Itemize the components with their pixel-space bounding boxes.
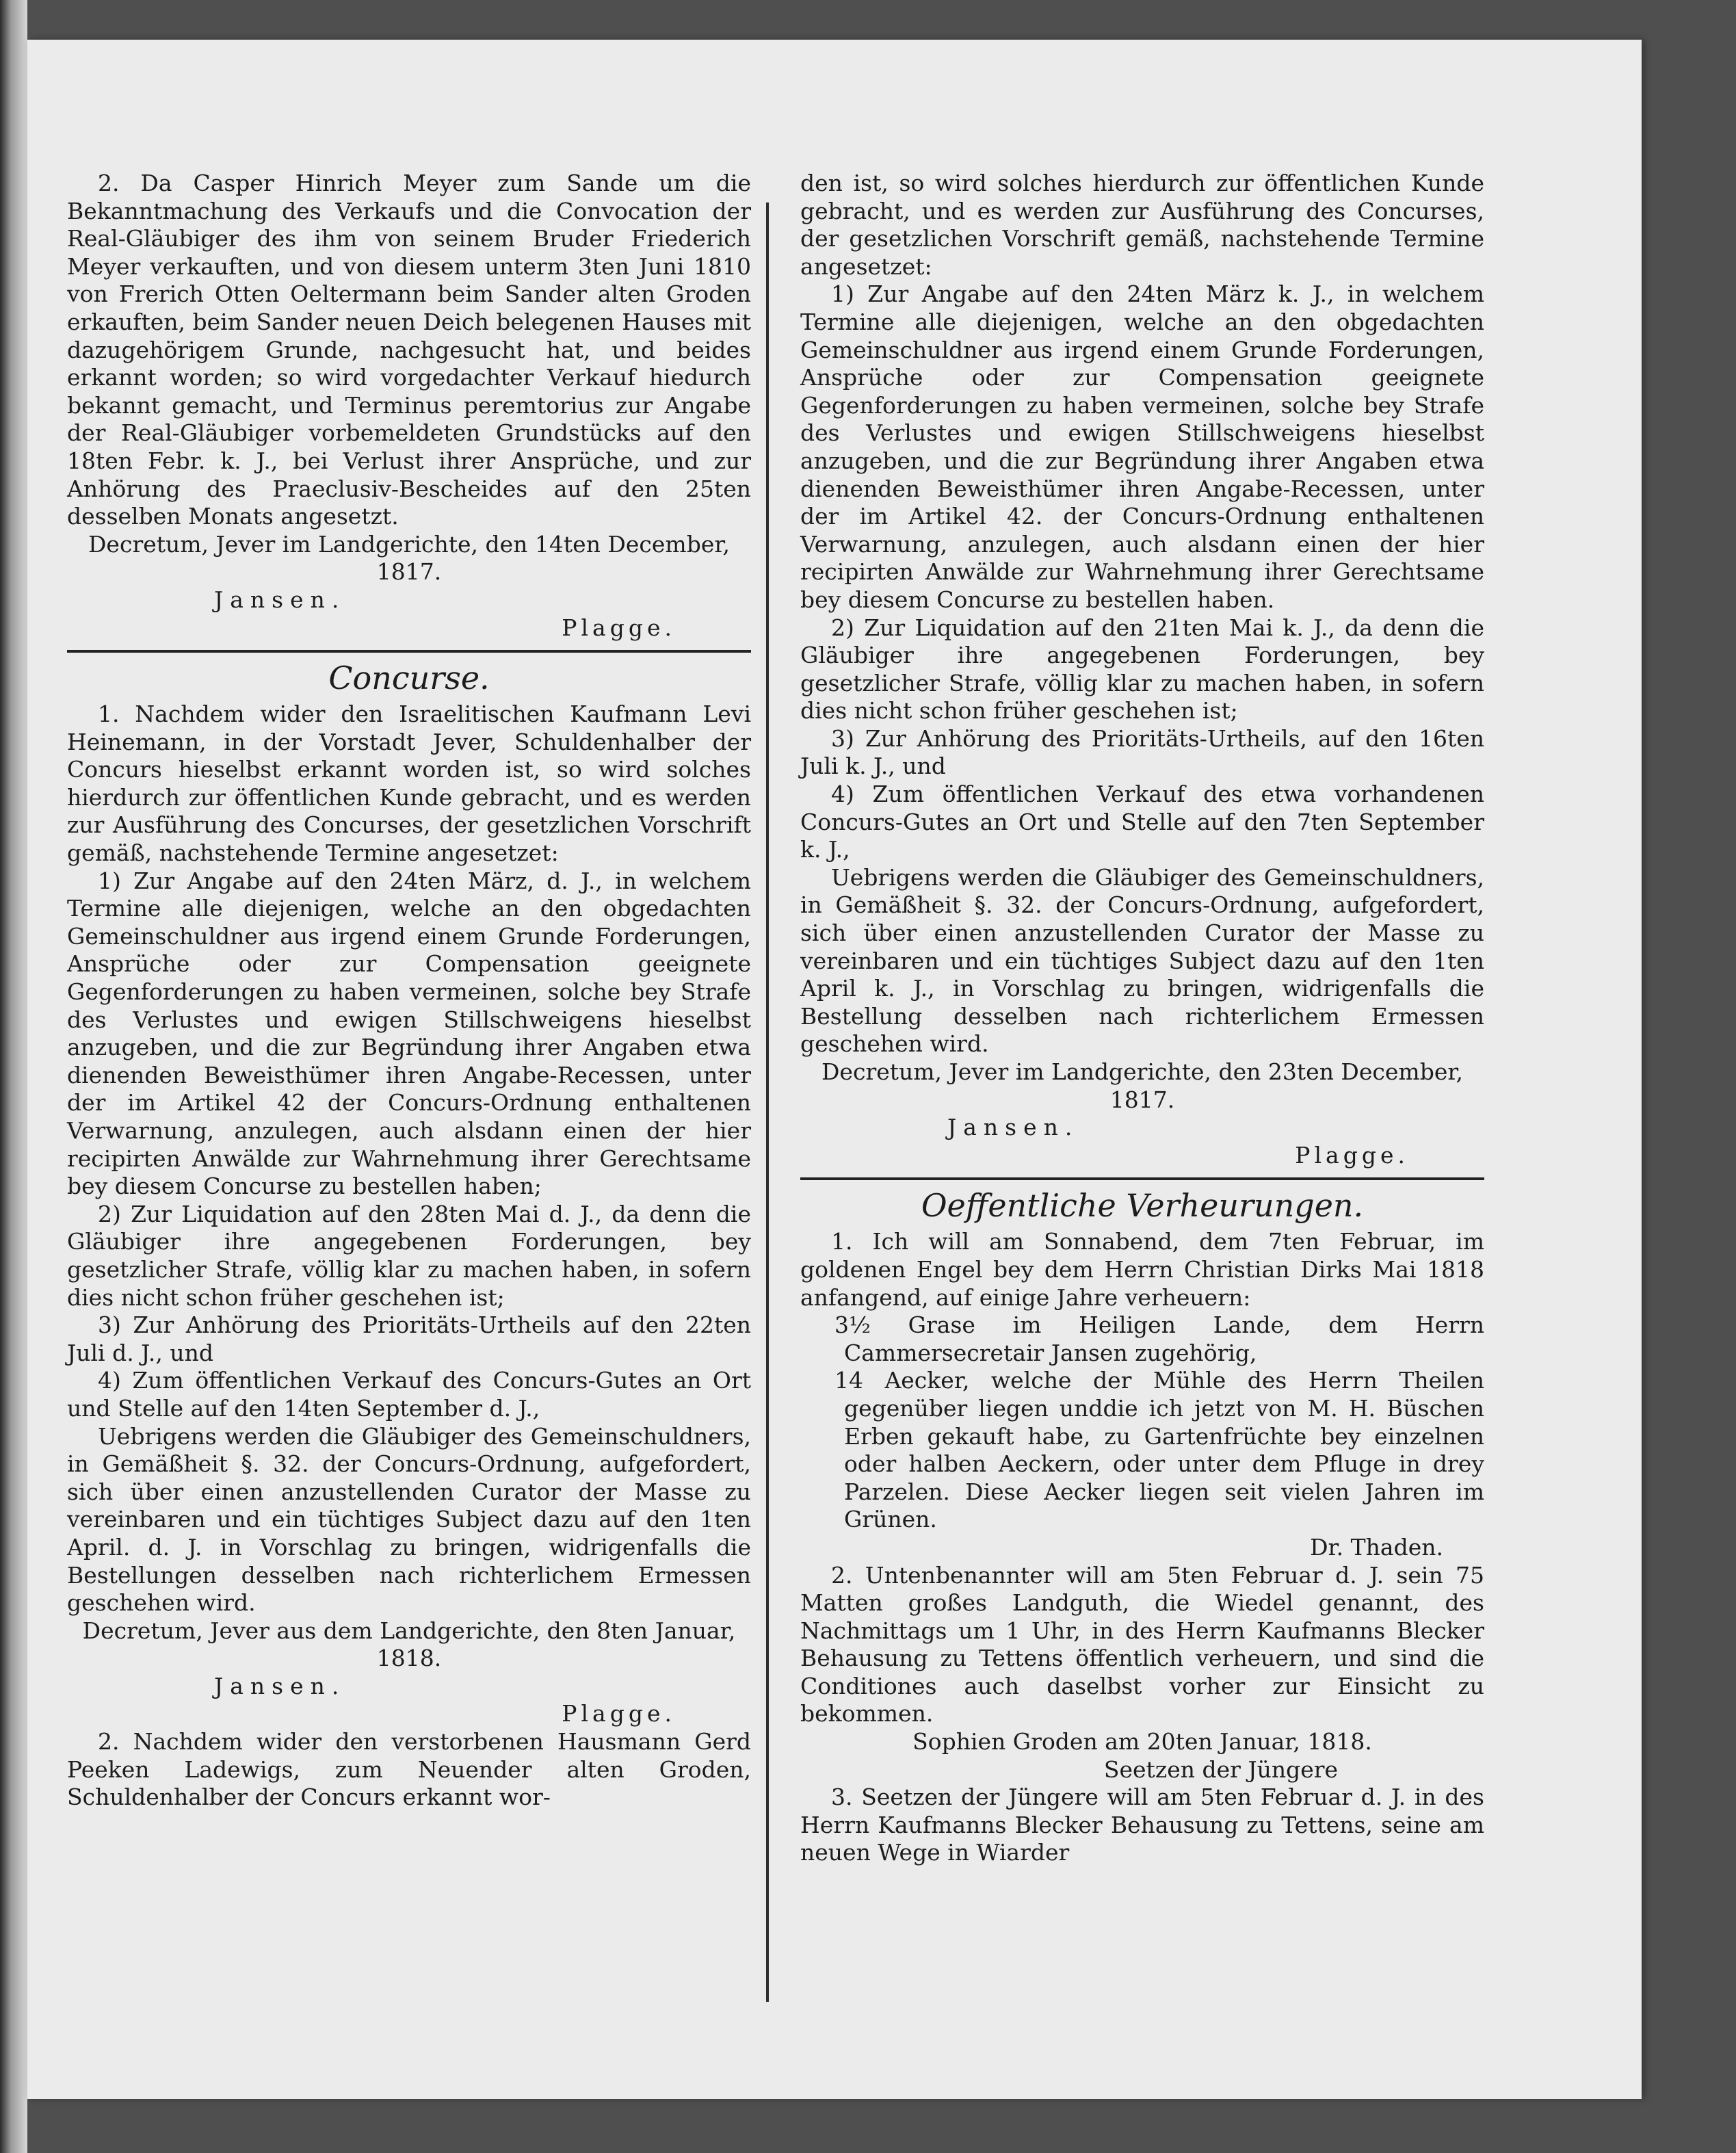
decree-line: Decretum, Jever im Landgerichte, den 14ten December, 1817. bbox=[88, 530, 731, 586]
lease-1-item-1: 3½ Grase im Heiligen Lande, dem Herrn Cammersecretair Jansen zugehörig, bbox=[834, 1312, 1484, 1366]
concurs-term-1: 1) Zur Angabe auf den 24ten März k. J., in welchem Termine alle diejenigen, welche an den obgedachten Gemeinschuldner aus irgend einem Grunde Forderungen, Ansprüche oder zur Compensation geeignete Gegenforderungen zu haben vermeinen, solche bey Strafe des Verlustes und ewigen Stillschweigens hieselbst anzugeben, und die zur Begründung ihrer Angaben etwa dienenden Beweisthümer ihren Angabe-Recessen, unter der im Artikel 42. der Concurs-Ordnung enthaltenen Verwarnung, anzulegen, auch alsdann einen der hier recipirten Anwälde zur Wahrnehmung ihrer Gerechtsame bey diesem Concurse zu bestellen haben. bbox=[800, 280, 1484, 613]
concurs-term-2: 2) Zur Liquidation auf den 28ten Mai d. J., da denn die Gläubiger ihre angegebenen Forderungen, bey gesetzlicher Strafe, völlig klar zu machen haben, in sofern dies nicht schon früher geschehen ist; bbox=[67, 1200, 751, 1311]
binding-gutter bbox=[0, 0, 27, 2153]
section-rule bbox=[800, 1177, 1484, 1180]
signature-plagge: Plagge. bbox=[562, 1700, 676, 1727]
concurs-term-4: 4) Zum öffentlichen Verkauf des etwa vorhandenen Concurs-Gutes an Ort und Stelle auf den 7ten September k. J., bbox=[800, 781, 1484, 863]
concurs-2-start: 2. Nachdem wider den verstorbenen Hausmann Gerd Peeken Ladewigs, zum Neuender alten Groden, Schuldenhalber der Concurs erkannt wor- bbox=[67, 1728, 751, 1811]
concurs-term-2: 2) Zur Liquidation auf den 21ten Mai k. J., da denn die Gläubiger ihre angegebenen Forderungen, bey gesetzlicher Strafe, völlig klar zu machen haben, in sofern dies nicht schon früher geschehen ist; bbox=[800, 614, 1484, 725]
newspaper-page bbox=[27, 40, 1642, 2099]
concurs-intro: 1. Nachdem wider den Israelitischen Kaufmann Levi Heinemann, in der Vorstadt Jever, Schuldenhalber der Concurs hieselbst erkannt worden ist, so wird solches hierdurch zur öffentlichen Kunde gebracht, und es werden zur Ausführung des Concurses, der gesetzlichen Vorschrift gemäß, nachstehende Termine angesetzet: bbox=[67, 701, 751, 867]
concurs-2-continued: den ist, so wird solches hierdurch zur öffentlichen Kunde gebracht, und es werden zur Ausführung des Concurses, der gesetzlichen Vorschrift gemäß, nachstehende Termine angesetzet: bbox=[800, 170, 1484, 280]
signature-thaden: Dr. Thaden. bbox=[1310, 1533, 1443, 1561]
signature-seetzen: Seetzen der Jüngere bbox=[1103, 1756, 1339, 1783]
column-divider bbox=[766, 203, 769, 2002]
concurs-term-3: 3) Zur Anhörung des Prioritäts-Urtheils, auf den 16ten Juli k. J., und bbox=[800, 725, 1484, 780]
section-rule bbox=[67, 650, 751, 653]
lease-2-body: 2. Untenbenannter will am 5ten Februar d. J. sein 75 Matten großes Landguth, die Wiedel genannt, des Nachmittags um 1 Uhr, in des Herrn Kaufmanns Blecker Behausung zu Tettens öffentlich verheuern, und sind die Conditiones auch daselbst vorher zur Einsicht zu bekommen. bbox=[800, 1561, 1484, 1727]
concurs-term-3: 3) Zur Anhörung des Prioritäts-Urtheils auf den 22ten Juli d. J., und bbox=[67, 1312, 751, 1366]
concurs-closing: Uebrigens werden die Gläubiger des Gemeinschuldners, in Gemäßheit §. 32. der Concurs-Ordnung, aufgefordert, sich über einen anzustellenden Curator der Masse zu vereinbaren und ein tüchtiges Subject dazu auf den 1ten April k. J., in Vorschlag zu bringen, widrigenfalls die Bestellung desselben nach richterlichem Ermessen geschehen wird. bbox=[800, 863, 1484, 1058]
concurs-closing: Uebrigens werden die Gläubiger des Gemeinschuldners, in Gemäßheit §. 32. der Concurs-Ordnung, aufgefordert, sich über einen anzustellenden Curator der Masse zu vereinbaren und ein tüchtiges Subject dazu auf den 1ten April. d. J. in Vorschlag zu bringen, widrigenfalls die Bestellungen desselben nach richterlichem Ermessen geschehen wird. bbox=[67, 1422, 751, 1617]
section-heading-concurse: Concurse. bbox=[328, 660, 490, 697]
signature-jansen: Jansen. bbox=[947, 1114, 1079, 1141]
signature-plagge: Plagge. bbox=[1295, 1141, 1409, 1169]
right-column bbox=[800, 170, 1484, 1867]
signature-plagge: Plagge. bbox=[562, 614, 676, 641]
signature-jansen: Jansen. bbox=[214, 1672, 346, 1699]
decree-line: Decretum, Jever aus dem Landgerichte, den 8ten Januar, 1818. bbox=[82, 1617, 736, 1672]
notice-body: 2. Da Casper Hinrich Meyer zum Sande um die Bekanntmachung des Verkaufs und die Convocation der Real-Gläubiger des ihm von seinem Bruder Friederich Meyer verkauften, und von diesem unterm 3ten Juni 1810 von Frerich Otten Oeltermann beim Sander alten Groden erkauften, beim Sander neuen Deich belegenen Hauses mit dazugehörigem Grunde, nachgesucht hat, und beides erkannt worden; so wird vorgedachter Verkauf hiedurch bekannt gemacht, und Terminus peremtorius zur Angabe der Real-Gläubiger vorbemeldeten Grundstücks auf den 18ten Febr. k. J., bei Verlust ihrer Ansprüche, und zur Anhörung des Praeclusiv-Bescheides auf den 25ten desselben Monats angesetzt. bbox=[67, 170, 751, 530]
lease-1-item-2: 14 Aecker, welche der Mühle des Herrn Theilen gegenüber liegen unddie ich jetzt von M. H. Büschen Erben gekauft habe, zu Gartenfrüchte bey einzelnen oder halben Aeckern, oder unter dem Pfluge in drey Parzelen. Diese Aecker liegen seit vielen Jahren im Grünen. bbox=[834, 1367, 1484, 1533]
signature-jansen: Jansen. bbox=[214, 586, 346, 613]
lease-1-intro: 1. Ich will am Sonnabend, dem 7ten Februar, im goldenen Engel bey dem Herrn Christian Dirks Mai 1818 anfangend, auf einige Jahre verheuern: bbox=[800, 1228, 1484, 1311]
concurs-term-1: 1) Zur Angabe auf den 24ten März, d. J., in welchem Termine alle diejenigen, welche an den obgedachten Gemeinschuldner aus irgend einem Grunde Forderungen, Ansprüche oder zur Compensation geeignete Gegenforderungen zu haben vermeinen, solche bey Strafe des Verlustes und ewigen Stillschweigens hieselbst anzugeben, und die zur Begründung ihrer Angaben etwa dienenden Beweisthümer ihren Angabe-Recessen, unter der im Artikel 42 der Concurs-Ordnung enthaltenen Verwarnung, anzulegen, auch alsdann einen der hier recipirten Anwälde zur Wahrnehmung ihrer Gerechtsame bey diesem Concurse zu bestellen haben; bbox=[67, 867, 751, 1200]
lease-2-place-date: Sophien Groden am 20ten Januar, 1818. bbox=[912, 1728, 1372, 1756]
decree-line: Decretum, Jever im Landgerichte, den 23ten December, 1817. bbox=[821, 1058, 1464, 1113]
lease-3-start: 3. Seetzen der Jüngere will am 5ten Februar d. J. in des Herrn Kaufmanns Blecker Behausung zu Tettens, seine am neuen Wege in Wiarder bbox=[800, 1784, 1484, 1866]
concurs-term-4: 4) Zum öffentlichen Verkauf des Concurs-Gutes an Ort und Stelle auf den 14ten September d. J., bbox=[67, 1367, 751, 1422]
left-column bbox=[67, 170, 751, 1812]
section-heading-verheurungen: Oeffentliche Verheurungen. bbox=[921, 1187, 1364, 1225]
